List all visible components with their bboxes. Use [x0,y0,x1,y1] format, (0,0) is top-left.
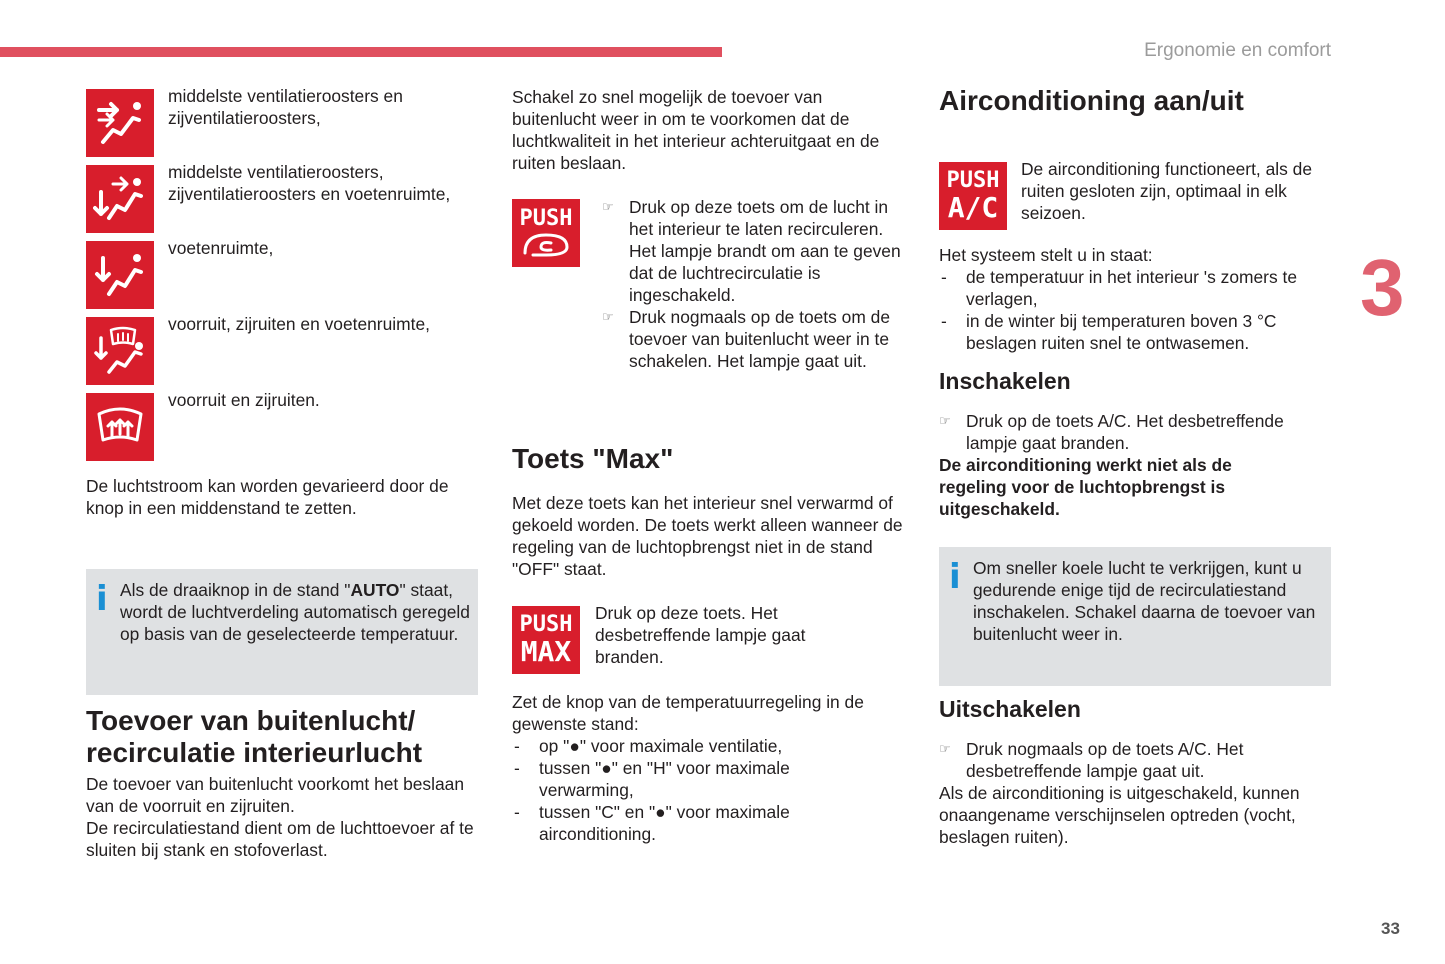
on-heading: Inschakelen [939,368,1071,394]
auto-info-text: Als de draaiknop in de stand "AUTO" staat, wordt de luchtverdeling automatisch geregeld op basis van de geselecteerde temperatuur. [120,580,470,644]
vent-windscreen-feet-icon [86,317,154,385]
system-intro: Het systeem stelt u in staat: [939,245,1153,265]
recirc-steps [602,196,902,372]
vent-feet-icon [86,241,154,309]
list-item: - tussen "C" en "●" voor maximale airconditioning. [514,802,790,844]
push-max-button-icon: PUSH MAX [512,606,580,674]
airflow-note: De luchtstroom kan worden gevarieerd door de knop in een middenstand te zetten. [86,476,449,518]
off-heading: Uitschakelen [939,696,1081,722]
list-item: ☞ Druk op de toets A/C. Het desbetreffende lampje gaat branden. [939,411,1284,453]
vent-face-icon [86,89,154,157]
list-item: - tussen "●" en "H" voor maximale verwarming, [514,758,790,800]
list-item: - de temperatuur in het interieur 's zomers te verlagen, [941,267,1297,309]
ac-info-text: Om sneller koele lucht te verkrijgen, kunt u gedurende enige tijd de recirculatiestand inschakelen. Schakel daarna de toevoer van buitenlucht weer in. [973,558,1316,644]
list-item: - op "●" voor maximale ventilatie, [514,736,783,756]
push-ac-button-icon: PUSH A/C [939,162,1007,230]
max-body: Met deze toets kan het interieur snel verwarmd of gekoeld worden. De toets werkt alleen wanneer de regeling van de luchtopbrengst niet in de stand "OFF" staat. [512,493,903,579]
info-icon: i [949,557,961,597]
page-number: 33 [1381,919,1400,938]
mode-text-5: voorruit en zijruiten. [168,390,320,410]
recirculation-icon [521,231,571,259]
vent-face-feet-icon [86,165,154,233]
max-heading: Toets "Max" [512,443,674,474]
mode-text-2: middelste ventilatieroosters, zijventilatieroosters en voetenruimte, [168,162,451,204]
recirc-intro: Schakel zo snel mogelijk de toevoer van buitenlucht weer in om te voorkomen dat de luchtkwaliteit in het interieur achteruitgaat en de ruiten beslaan. [512,87,880,173]
info-icon: i [96,579,108,619]
on-warning: De airconditioning werkt niet als de regeling voor de luchtopbrengst is uitgeschakeld. [939,455,1232,519]
header-accent-bar [0,47,722,57]
on-steps [939,410,1329,454]
mode-text-4: voorruit, zijruiten en voetenruimte, [168,314,430,334]
system-list [939,266,1329,354]
ac-heading: Airconditioning aan/uit [939,85,1244,116]
defrost-windscreen-icon [86,393,154,461]
list-item: ☞ Druk nogmaals op de toets om de toevoer van buitenlucht weer in te schakelen. Het lampje gaat uit. [602,307,891,371]
recirc-body: De toevoer van buitenlucht voorkomt het beslaan van de voorruit en zijruiten. De recirculatiestand dient om de luchttoevoer af te sluiten bij stank en stofoverlast. [86,774,474,860]
mode-text-3: voetenruimte, [168,238,274,258]
off-note: Als de airconditioning is uitgeschakeld, kunnen onaangename verschijnselen optreden (vocht, beslagen ruiten). [939,783,1300,847]
max-press-text: Druk op deze toets. Het desbetreffende lampje gaat branden. [595,603,806,667]
push-recirc-button-icon: PUSH [512,199,580,267]
mode-text-1: middelste ventilatieroosters en zijventilatieroosters, [168,86,403,128]
chapter-number: 3 [1360,243,1405,332]
auto-info-box [86,569,478,695]
list-item: - in de winter bij temperaturen boven 3 °C beslagen ruiten snel te ontwasemen. [941,311,1277,353]
off-steps [939,738,1329,782]
list-item: ☞ Druk nogmaals op de toets A/C. Het desbetreffende lampje gaat uit. [939,739,1244,781]
list-item: ☞ Druk op deze toets om de lucht in het interieur te laten recirculeren. Het lampje brandt om aan te geven dat de luchtrecirculatie is ingeschakeld. [602,197,901,305]
recirc-heading: Toevoer van buitenlucht/ recirculatie interieurlucht [86,705,423,768]
section-title: Ergonomie en comfort [1144,40,1331,61]
ac-info-box [939,547,1331,686]
temp-intro: Zet de knop van de temperatuurregeling in de gewenste stand: [512,692,864,734]
ac-intro: De airconditioning functioneert, als de ruiten gesloten zijn, optimaal in elk seizoen. [1021,159,1312,223]
temp-list [512,735,842,845]
